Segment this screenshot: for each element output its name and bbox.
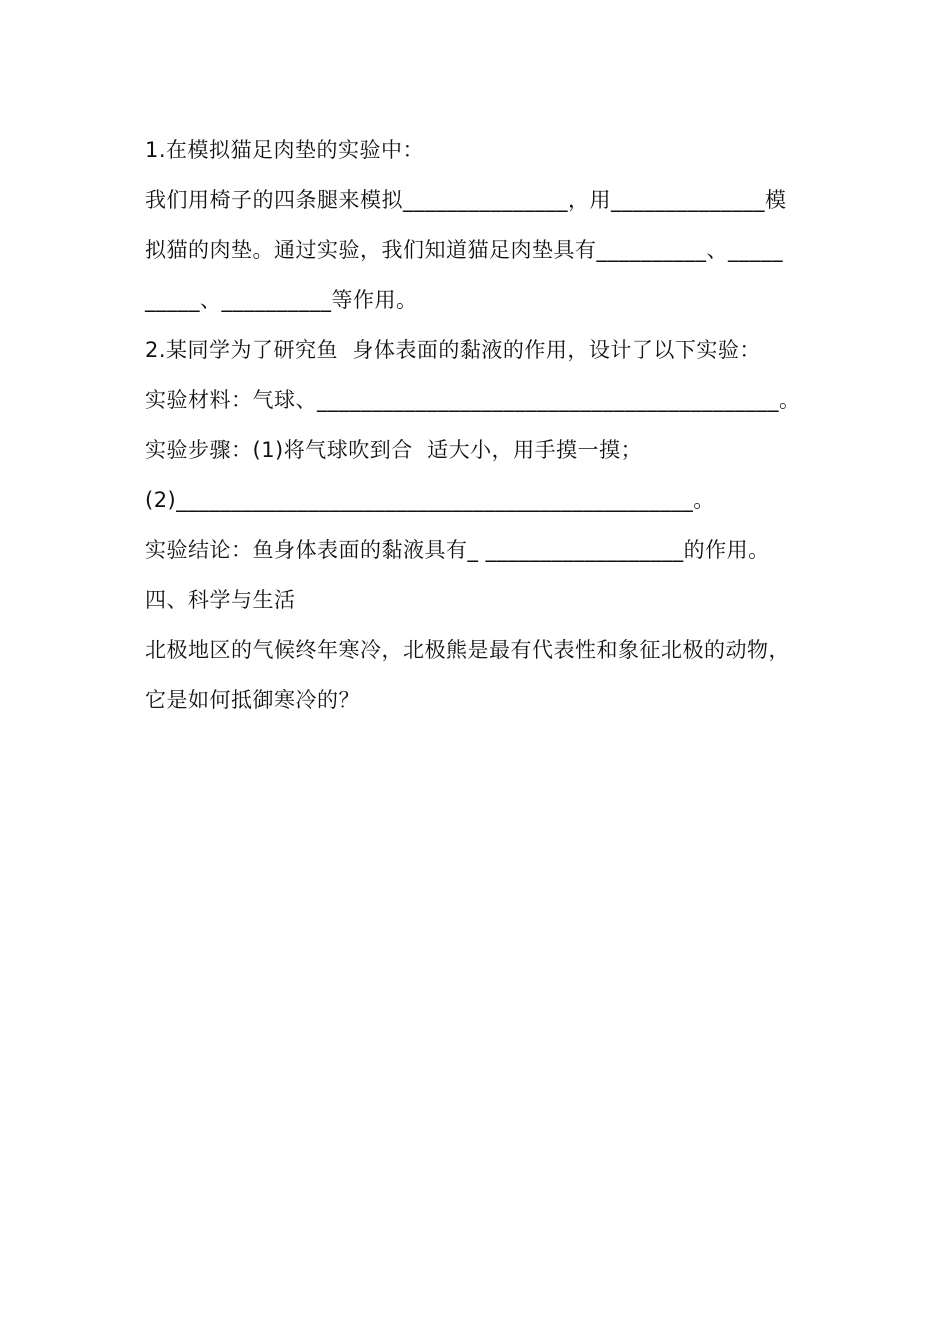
section-4-heading: 四、科学与生活	[145, 588, 296, 612]
question-1-line-3: _____、__________等作用。	[145, 288, 418, 312]
section-4-text-2: 它是如何抵御寒冷的？	[145, 688, 360, 712]
question-1-heading: 1.在模拟猫足肉垫的实验中：	[145, 138, 425, 162]
question-1-line-1: 我们用椅子的四条腿来模拟_______________，用______________模	[145, 188, 787, 212]
question-1-line-2: 拟猫的肉垫。通过实验，我们知道猫足肉垫具有__________、_____	[145, 238, 783, 262]
experiment-conclusion: 实验结论：鱼身体表面的黏液具有_ __________________的作用。	[145, 538, 770, 562]
question-2-heading: 2.某同学为了研究鱼 身体表面的黏液的作用，设计了以下实验：	[145, 338, 761, 362]
section-4-text-1: 北极地区的气候终年寒冷，北极熊是最有代表性和象征北极的动物，	[145, 638, 790, 662]
experiment-step-1: 实验步骤：(1)将气球吹到合 适大小，用手摸一摸；	[145, 438, 643, 462]
experiment-step-2: (2)_______________________________________________。	[145, 488, 715, 512]
experiment-materials: 实验材料：气球、__________________________________________。	[145, 388, 801, 412]
